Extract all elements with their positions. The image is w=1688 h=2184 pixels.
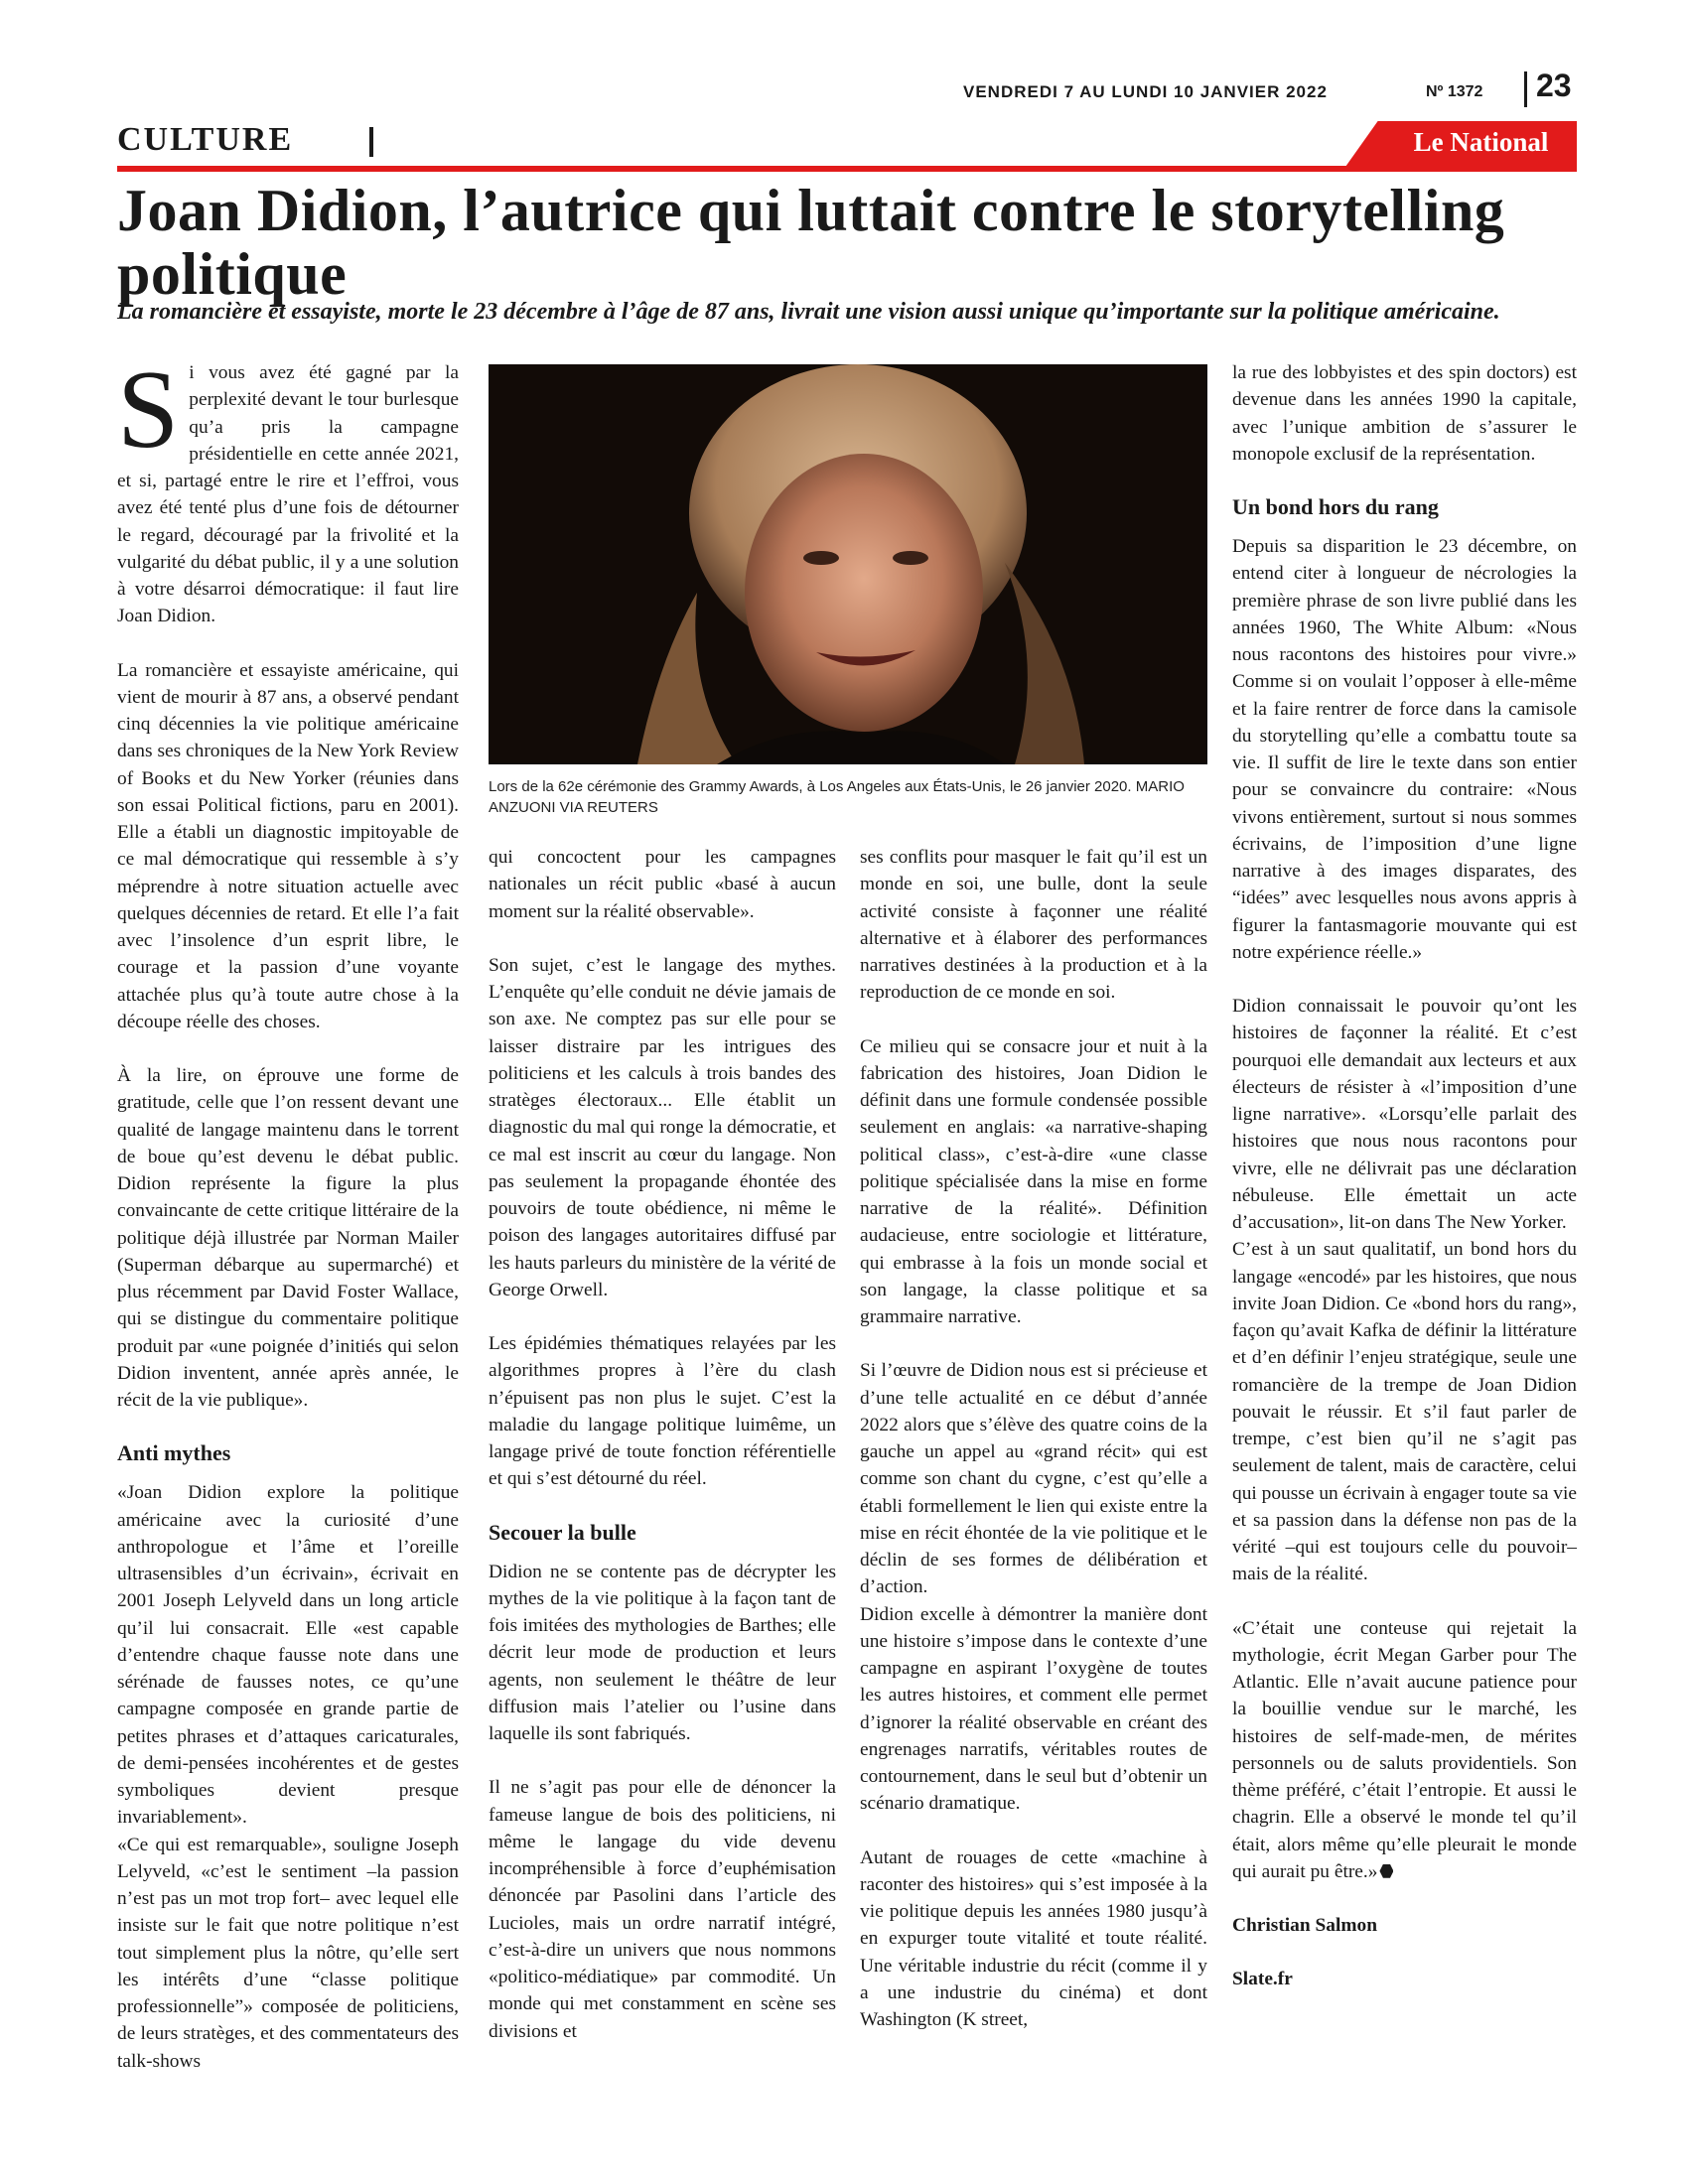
- deck: La romancière et essayiste, morte le 23 décembre à l’âge de 87 ans, livrait une vision aussi unique qu’importante sur la politique américaine.: [117, 299, 1500, 325]
- article-photo: [489, 364, 1207, 764]
- paragraph: «C’était une conteuse qui rejetait la mythologie, écrit Megan Garber pour The Atlantic. Elle n’avait aucune patience pour la bouillie vendue sur le marché, les histoires de self-made-men, de mérites personnels ou de saluts providentiels. Son thème préféré, c’était l’entropie. Et aussi le chagrin. Elle a observé le monde tel qu’il était, alors même qu’elle pleurait le monde qui aurait pu être.»: [1232, 1617, 1577, 1882]
- paragraph: Didion ne se contente pas de décrypter les mythes de la vie politique à la façon tant de fois imitées des mythologies de Barthes; elle décrit leur mode de production et leurs agents, non seulement le théâtre de leur diffusion mais l’atelier ou l’usine dans laquelle ils sont fabriqués.: [489, 1561, 836, 1744]
- paragraph: La romancière et essayiste américaine, qui vient de mourir à 87 ans, a observé pendant cinq décennies la vie politique américaine dans ses chroniques de la New York Review of Books et du New Yorker (réunies dans son essai Political fictions, paru en 2001). Elle a établi un diagnostic impitoyable de ce mal démocratique qui ressemble à s’y méprendre à notre situation actuelle avec quelques décennies de retard. Et elle l’a fait avec l’insolence d’un esprit libre, le courage et la passion d’une voyante attachée plus qu’à toute autre chose à la découpe réelle des choses.: [117, 659, 459, 1032]
- paragraph: «Ce qui est remarquable», souligne Joseph Lelyveld, «c’est le sentiment –la passion n’est pas un mot trop fort– avec lequel elle insiste sur le fait que notre politique n’est tout simplement plus la nôtre, qu’elle sert les intérêts d’une “classe politique professionnelle”» composée de politiciens, de leurs stratèges, et des commentateurs des talk-shows: [117, 1834, 459, 2072]
- paragraph: Son sujet, c’est le langage des mythes. L’enquête qu’elle conduit ne dévie jamais de son axe. Ne comptez pas sur elle pour se laisser distraire par les intrigues des politiciens et les calculs à trois bandes des stratèges électoraux... Elle établit un diagnostic du mal qui ronge la démocratie, et ce mal est inscrit au cœur du langage. Non pas seulement la propagande éhontée des pouvoirs de toute obédience, ni même le poison des langages autoritaires diffusé par les hauts parleurs du ministère de la vérité de George Orwell.: [489, 954, 836, 1300]
- paragraph: Didion connaissait le pouvoir qu’ont les histoires de façonner la réalité. Et c’est pourquoi elle demandait aux lecteurs et aux électeurs de résister à «l’imposition d’une ligne narrative». «Lorsqu’elle parlait des histoires que nous nous racontons pour vivre, elle ne délivrait pas une déclaration nébuleuse. Elle émettait un acte d’accusation», lit-on dans The New Yorker.: [1232, 996, 1577, 1233]
- issue-number: Nº 1372: [1426, 83, 1483, 100]
- section-label: CULTURE: [117, 121, 294, 158]
- paragraph: Si l’œuvre de Didion nous est si précieuse et d’une telle actualité en ce début d’année 2022 alors que s’élève des quatre coins de la gauche un appel au «grand récit» qui est comme son chant du cygne, c’est qu’elle a établi formellement le lien qui existe entre la mise en récit éhontée de la vie politique et le déclin de ses formes de délibération et d’action.: [860, 1360, 1207, 1598]
- dateline: VENDREDI 7 AU LUNDI 10 JANVIER 2022: [963, 82, 1328, 101]
- dropcap: S: [117, 348, 180, 472]
- paragraph: «Joan Didion explore la politique américaine avec la curiosité d’une anthropologue et l’âme et l’oreille ultrasensibles d’un écrivain», écrivait en 2001 Joseph Lelyveld dans un long article qu’il lui consacrait. Elle «est capable d’entendre chaque fausse note dans une sérénade de fausses notes, ce qu’une campagne composée en grande partie de petites phrases et d’attaques caricaturales, de demi-pensées incohérentes et de gestes symboliques devient presque invariablement».: [117, 1482, 459, 1829]
- subheading: Un bond hors du rang: [1232, 494, 1439, 519]
- source-credit: Slate.fr: [1232, 1969, 1293, 1990]
- column-1: [117, 348, 459, 2075]
- page-number-divider: [1524, 71, 1527, 107]
- paragraph: Autant de rouages de cette «machine à raconter des histoires» qui s’est imposée à la vie politique depuis les années 1980 jusqu’à en expurger toute vitalité et toute réalité. Une véritable industrie du récit (comme il y a une industrie du cinéma) et dont Washington (K street,: [860, 1846, 1207, 2030]
- paragraph: la rue des lobbyistes et des spin doctors) est devenue dans les années 1990 la capitale, avec l’unique ambition de s’assurer le monopole exclusif de la représentation.: [1232, 362, 1577, 465]
- lead-paragraph: Si vous avez été gagné par la perplexité devant le tour burlesque qu’a pris la campagne présidentielle en cette année 2021, et si, partagé entre le rire et l’effroi, vous avez été tenté plus d’une fois de détourner le regard, découragé par la frivolité et la vulgarité du débat public, il y a une solution à votre désarroi démocratique: il faut lire Joan Didion.: [117, 348, 459, 627]
- section-divider: [369, 127, 373, 157]
- column-2: [489, 844, 836, 2045]
- page-number: 23: [1536, 68, 1572, 103]
- paragraph: qui concoctent pour les campagnes nationales un récit public «basé à aucun moment sur la réalité observable».: [489, 847, 836, 922]
- subheading: Anti mythes: [117, 1440, 231, 1466]
- paragraph: Il ne s’agit pas pour elle de dénoncer la fameuse langue de bois des politiciens, ni même le langage du vide devenu incompréhensible à force d’euphémisation dénoncée par Pasolini dans l’article des Lucioles, mais un ordre narratif intégré, c’est-à-dire un univers que nous nommons «politico-médiatique» par commodité. Un monde qui met constamment en scène ses divisions et: [489, 1777, 836, 2042]
- paragraph: Didion excelle à démontrer la manière dont une histoire s’impose dans le contexte d’une campagne en aspirant l’oxygène de toutes les autres histoires, et comment elle permet d’ignorer la réalité observable en créant des engrenages narratifs, véritables routes de contournement, dans le seul but d’obtenir un scénario dramatique.: [860, 1603, 1207, 1815]
- end-of-article-icon: [1379, 1864, 1393, 1878]
- paragraph: Les épidémies thématiques relayées par les algorithmes propres à l’ère du clash n’épuisent pas non plus le sujet. C’est la maladie du langage politique luimême, un langage privé de toute fonction référentielle et qui s’est détourné du réel.: [489, 1333, 836, 1490]
- author-name: Christian Salmon: [1232, 1915, 1377, 1936]
- subheading: Secouer la bulle: [489, 1519, 636, 1545]
- paragraph: Ce milieu qui se consacre jour et nuit à la fabrication des histoires, Joan Didion le définit dans une formule condensée possible seulement en anglais: «a narrative-shaping political class», c’est-à-dire «une classe politique spécialisée dans la mise en forme narrative de la réalité». Définition audacieuse, entre sociologie et littérature, qui embrasse à la fois un monde social et son langage, la classe politique et sa grammaire narrative.: [860, 1035, 1207, 1327]
- column-4: [1232, 359, 1577, 1993]
- photo-caption: Lors de la 62e cérémonie des Grammy Awards, à Los Angeles aux États-Unis, le 26 janvier 2020. MARIO ANZUONI VIA REUTERS: [489, 778, 1185, 816]
- header-rule: [117, 166, 1577, 172]
- column-3: [860, 844, 1207, 2033]
- headline: Joan Didion, l’autrice qui luttait contre le storytelling politique: [117, 178, 1505, 307]
- paragraph: Depuis sa disparition le 23 décembre, on entend citer à longueur de nécrologies la première phrase de son livre publié dans les années 1960, The White Album: «Nous nous racontons des histoires pour vivre.» Comme si on voulait l’opposer à elle-même et la faire rentrer de force dans la camisole du storytelling qu’elle a combattu toute sa vie. Il suffit de lire le texte dans son entier pour se convaincre du contraire: «Nous vivons entièrement, surtout si nous sommes écrivains, de l’imposition d’une ligne narrative à des images disparates, des “idées” avec lesquelles nous avons appris à figurer la fantasmagorie mouvante qui est notre expérience réelle.»: [1232, 536, 1577, 963]
- paragraph: C’est à un saut qualitatif, un bond hors du langage «encodé» par les histoires, que nous invite Joan Didion. Ce «bond hors du rang», façon qu’avait Kafka de définir la littérature et d’en définir l’enjeu stratégique, seule une romancière de la trempe de Joan Didion pouvait le réussir. Et s’il faut parler de trempe, c’est bien qu’il ne s’agit pas seulement de talent, mais de caractère, celui qui pousse un écrivain à engager toute sa vie et sa passion dans la défense non pas de la vérité –qui est toujours celle du pouvoir– mais de la réalité.: [1232, 1239, 1577, 1585]
- brand-name: Le National: [1413, 127, 1549, 157]
- portrait-image: [489, 364, 1207, 764]
- paragraph: ses conflits pour masquer le fait qu’il est un monde en soi, une bulle, dont la seule activité consiste à façonner une réalité alternative et à élaborer des performances narratives destinées à la production et à la reproduction de ce monde en soi.: [860, 847, 1207, 1004]
- paragraph: À la lire, on éprouve une forme de gratitude, celle que l’on ressent devant une qualité de langage maintenu dans le torrent de boue qu’est devenu le débat public. Didion représente la figure la plus convaincante de cette critique littéraire de la politique déjà illustrée par Norman Mailer (Superman débarque au supermarché) et plus récemment par David Foster Wallace, qui se distingue du commentaire politique produit par «une poignée d’initiés qui selon Didion inventent, année après année, le récit de la vie publique».: [117, 1065, 459, 1411]
